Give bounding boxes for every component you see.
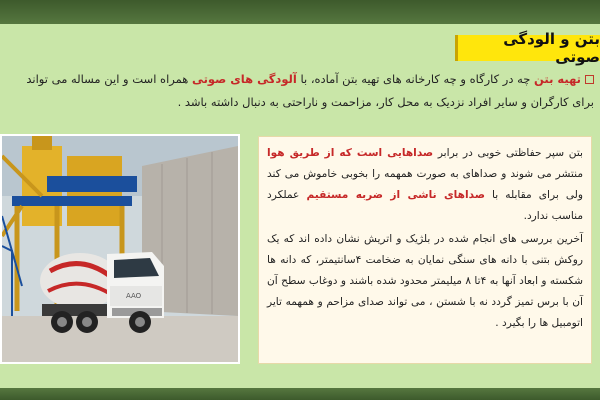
- paragraph-research: آخرین بررسی های انجام شده در بلژیک و اتریش نشان داده اند که یک روکش بتنی با دانه های سنگی نمایان به ضخامت ۴سانتیمتر، که دانه ها شکسته و ابعاد آنها به ۴تا ۸ میلیمتر محدود شده باشند و دوغاب سطح آن آن با برس تمیز گردد نه با شستن ، می تواند صدای مزاحم و همهمه تایر اتومبیل ها را بگیرد .: [267, 233, 583, 329]
- bottom-band: [0, 388, 600, 400]
- page-title: بتن و الودگی صوتی: [503, 30, 600, 66]
- title-box: [455, 30, 600, 66]
- intro-highlight-noise: آلودگی های صوتی: [191, 72, 297, 86]
- square-bullet-icon: [585, 75, 594, 84]
- top-band: [0, 0, 600, 24]
- p1-text-1: بتن سپر حفاظتی خوبی در برابر: [433, 147, 583, 159]
- paragraph-airborne-noise: [267, 143, 583, 227]
- p1-highlight-airborne: صداهایی است که از طریق هوا: [267, 147, 434, 159]
- content-textbox: [258, 136, 592, 364]
- concrete-plant-photo: [0, 134, 240, 364]
- intro-text-1: چه در کارگاه و چه کارخانه های تهیه بتن آماده، با: [296, 72, 535, 86]
- p1-text-3: عملکرد مناسب ندارد.: [267, 189, 583, 222]
- p1-text-2: منتشر می شوند و صداهای به صورت همهمه را بخوبی خاموش می کند ولی برای مقابله با: [267, 168, 583, 201]
- intro-text-2: همراه است و این مساله می تواند برای کارگران و سایر افراد نزدیک به محل کار، مزاحمت و ناراحتی به دنبال داشته باشد .: [26, 72, 594, 109]
- p1-highlight-impact: صداهای ناشی از ضربه مستقیم: [306, 189, 485, 201]
- truck-cab-lettering: AAO: [126, 292, 142, 300]
- intro-text: [8, 68, 594, 114]
- intro-highlight-concrete: تهیه بتن: [534, 72, 581, 86]
